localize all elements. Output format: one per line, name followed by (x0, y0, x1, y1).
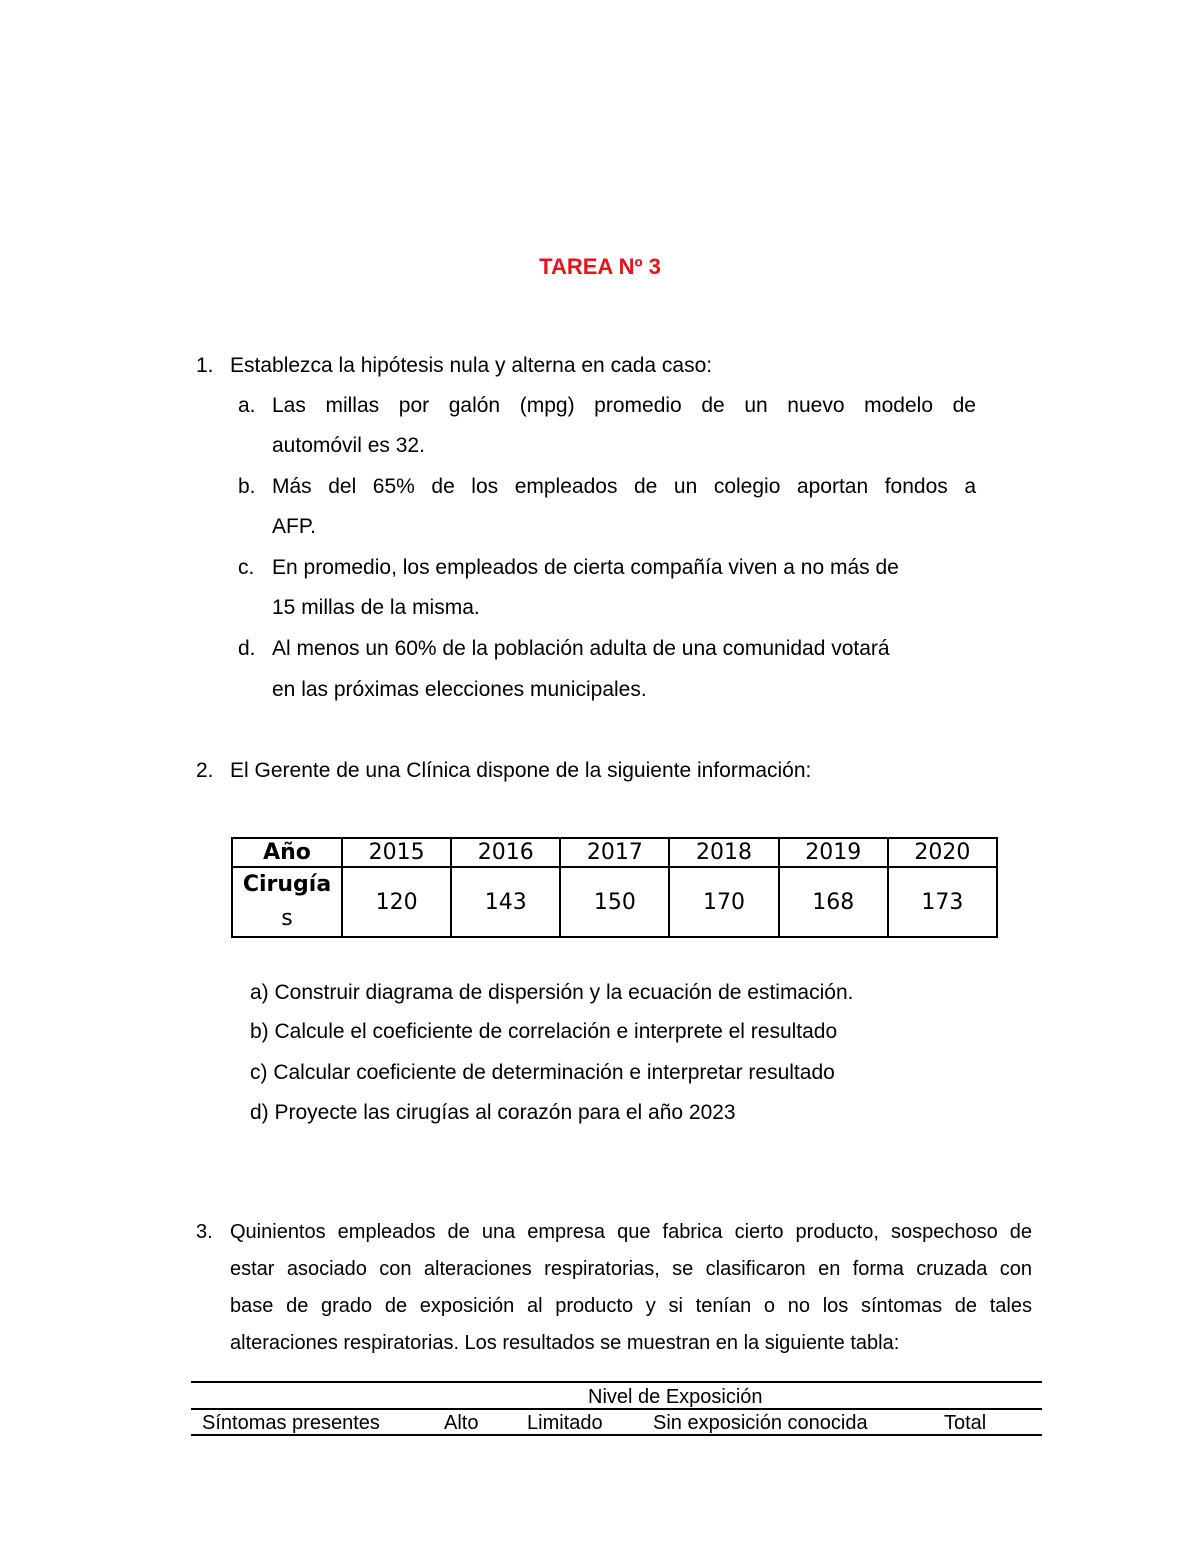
table-cell: 173 (888, 867, 997, 937)
header-year: 2015 (342, 838, 451, 867)
header-year: 2016 (451, 838, 560, 867)
q1-item-a-letter: a. (238, 394, 256, 417)
col-header-limited: Limitado (527, 1412, 603, 1434)
table-row (232, 867, 997, 937)
exposure-group-header: Nivel de Exposición (588, 1386, 763, 1408)
q1-item-c-line1: En promedio, los empleados de cierta compañía viven a no más de (272, 556, 899, 579)
q2-task-b: b) Calcule el coeficiente de correlación e interprete el resultado (250, 1020, 838, 1043)
row-label-line1: Cirugía (242, 872, 332, 897)
col-header-symptoms: Síntomas presentes (202, 1412, 380, 1434)
col-header-no-exposure: Sin exposición conocida (653, 1412, 868, 1434)
header-year: 2017 (560, 838, 669, 867)
q1-text: Establezca la hipótesis nula y alterna en cada caso: (230, 354, 713, 377)
table-cell: 170 (669, 867, 778, 937)
q1-item-d-letter: d. (238, 637, 256, 660)
q2-task-c: c) Calcular coeficiente de determinación e interpretar resultado (250, 1061, 835, 1084)
table-cell: 143 (451, 867, 560, 937)
q3-line1: Quinientos empleados de una empresa que fabrica cierto producto, sospechoso de (230, 1221, 1032, 1243)
q1-item-c-line2: 15 millas de la misma. (272, 596, 480, 619)
header-year-label: Año (232, 838, 342, 867)
page-title: TAREA Nº 3 (539, 254, 661, 279)
row-label-surgeries (232, 867, 342, 937)
q2-task-a: a) Construir diagrama de dispersión y la ecuación de estimación. (250, 981, 854, 1004)
q3-line3: base de grado de exposición al producto y si tenían o no los síntomas de tales (230, 1295, 1032, 1317)
table-mid-rule (191, 1408, 1042, 1410)
col-header-total: Total (944, 1412, 987, 1434)
surgeries-table (231, 837, 998, 938)
table-top-rule (191, 1381, 1042, 1383)
q1-item-c-letter: c. (238, 556, 255, 579)
header-year: 2019 (779, 838, 888, 867)
q1-item-b-letter: b. (238, 475, 256, 498)
q1-item-d-line1: Al menos un 60% de la población adulta de una comunidad votará (272, 637, 890, 660)
header-year: 2018 (669, 838, 778, 867)
q1-item-d-line2: en las próximas elecciones municipales. (272, 678, 647, 701)
q1-item-b-line2: AFP. (272, 515, 316, 538)
col-header-high: Alto (444, 1412, 479, 1434)
table-header-row (232, 838, 997, 867)
q1-item-a-line1: Las millas por galón (mpg) promedio de un nuevo modelo de (272, 394, 976, 417)
q3-number: 3. (196, 1221, 213, 1243)
q2-number: 2. (196, 759, 214, 782)
table-bottom-rule (191, 1434, 1042, 1436)
q1-item-a-line2: automóvil es 32. (272, 434, 425, 457)
header-year: 2020 (888, 838, 997, 867)
q1-number: 1. (196, 354, 214, 377)
table-cell: 168 (779, 867, 888, 937)
table-cell: 120 (342, 867, 451, 937)
q1-item-b-line1: Más del 65% de los empleados de un colegio aportan fondos a (272, 475, 976, 498)
row-label-line2: s (281, 906, 293, 931)
q3-line4: alteraciones respiratorias. Los resultados se muestran en la siguiente tabla: (230, 1332, 900, 1354)
table-cell: 150 (560, 867, 669, 937)
q2-text: El Gerente de una Clínica dispone de la siguiente información: (230, 759, 812, 782)
q2-task-d: d) Proyecte las cirugías al corazón para el año 2023 (250, 1101, 736, 1124)
q3-line2: estar asociado con alteraciones respiratorias, se clasificaron en forma cruzada con (230, 1258, 1032, 1280)
